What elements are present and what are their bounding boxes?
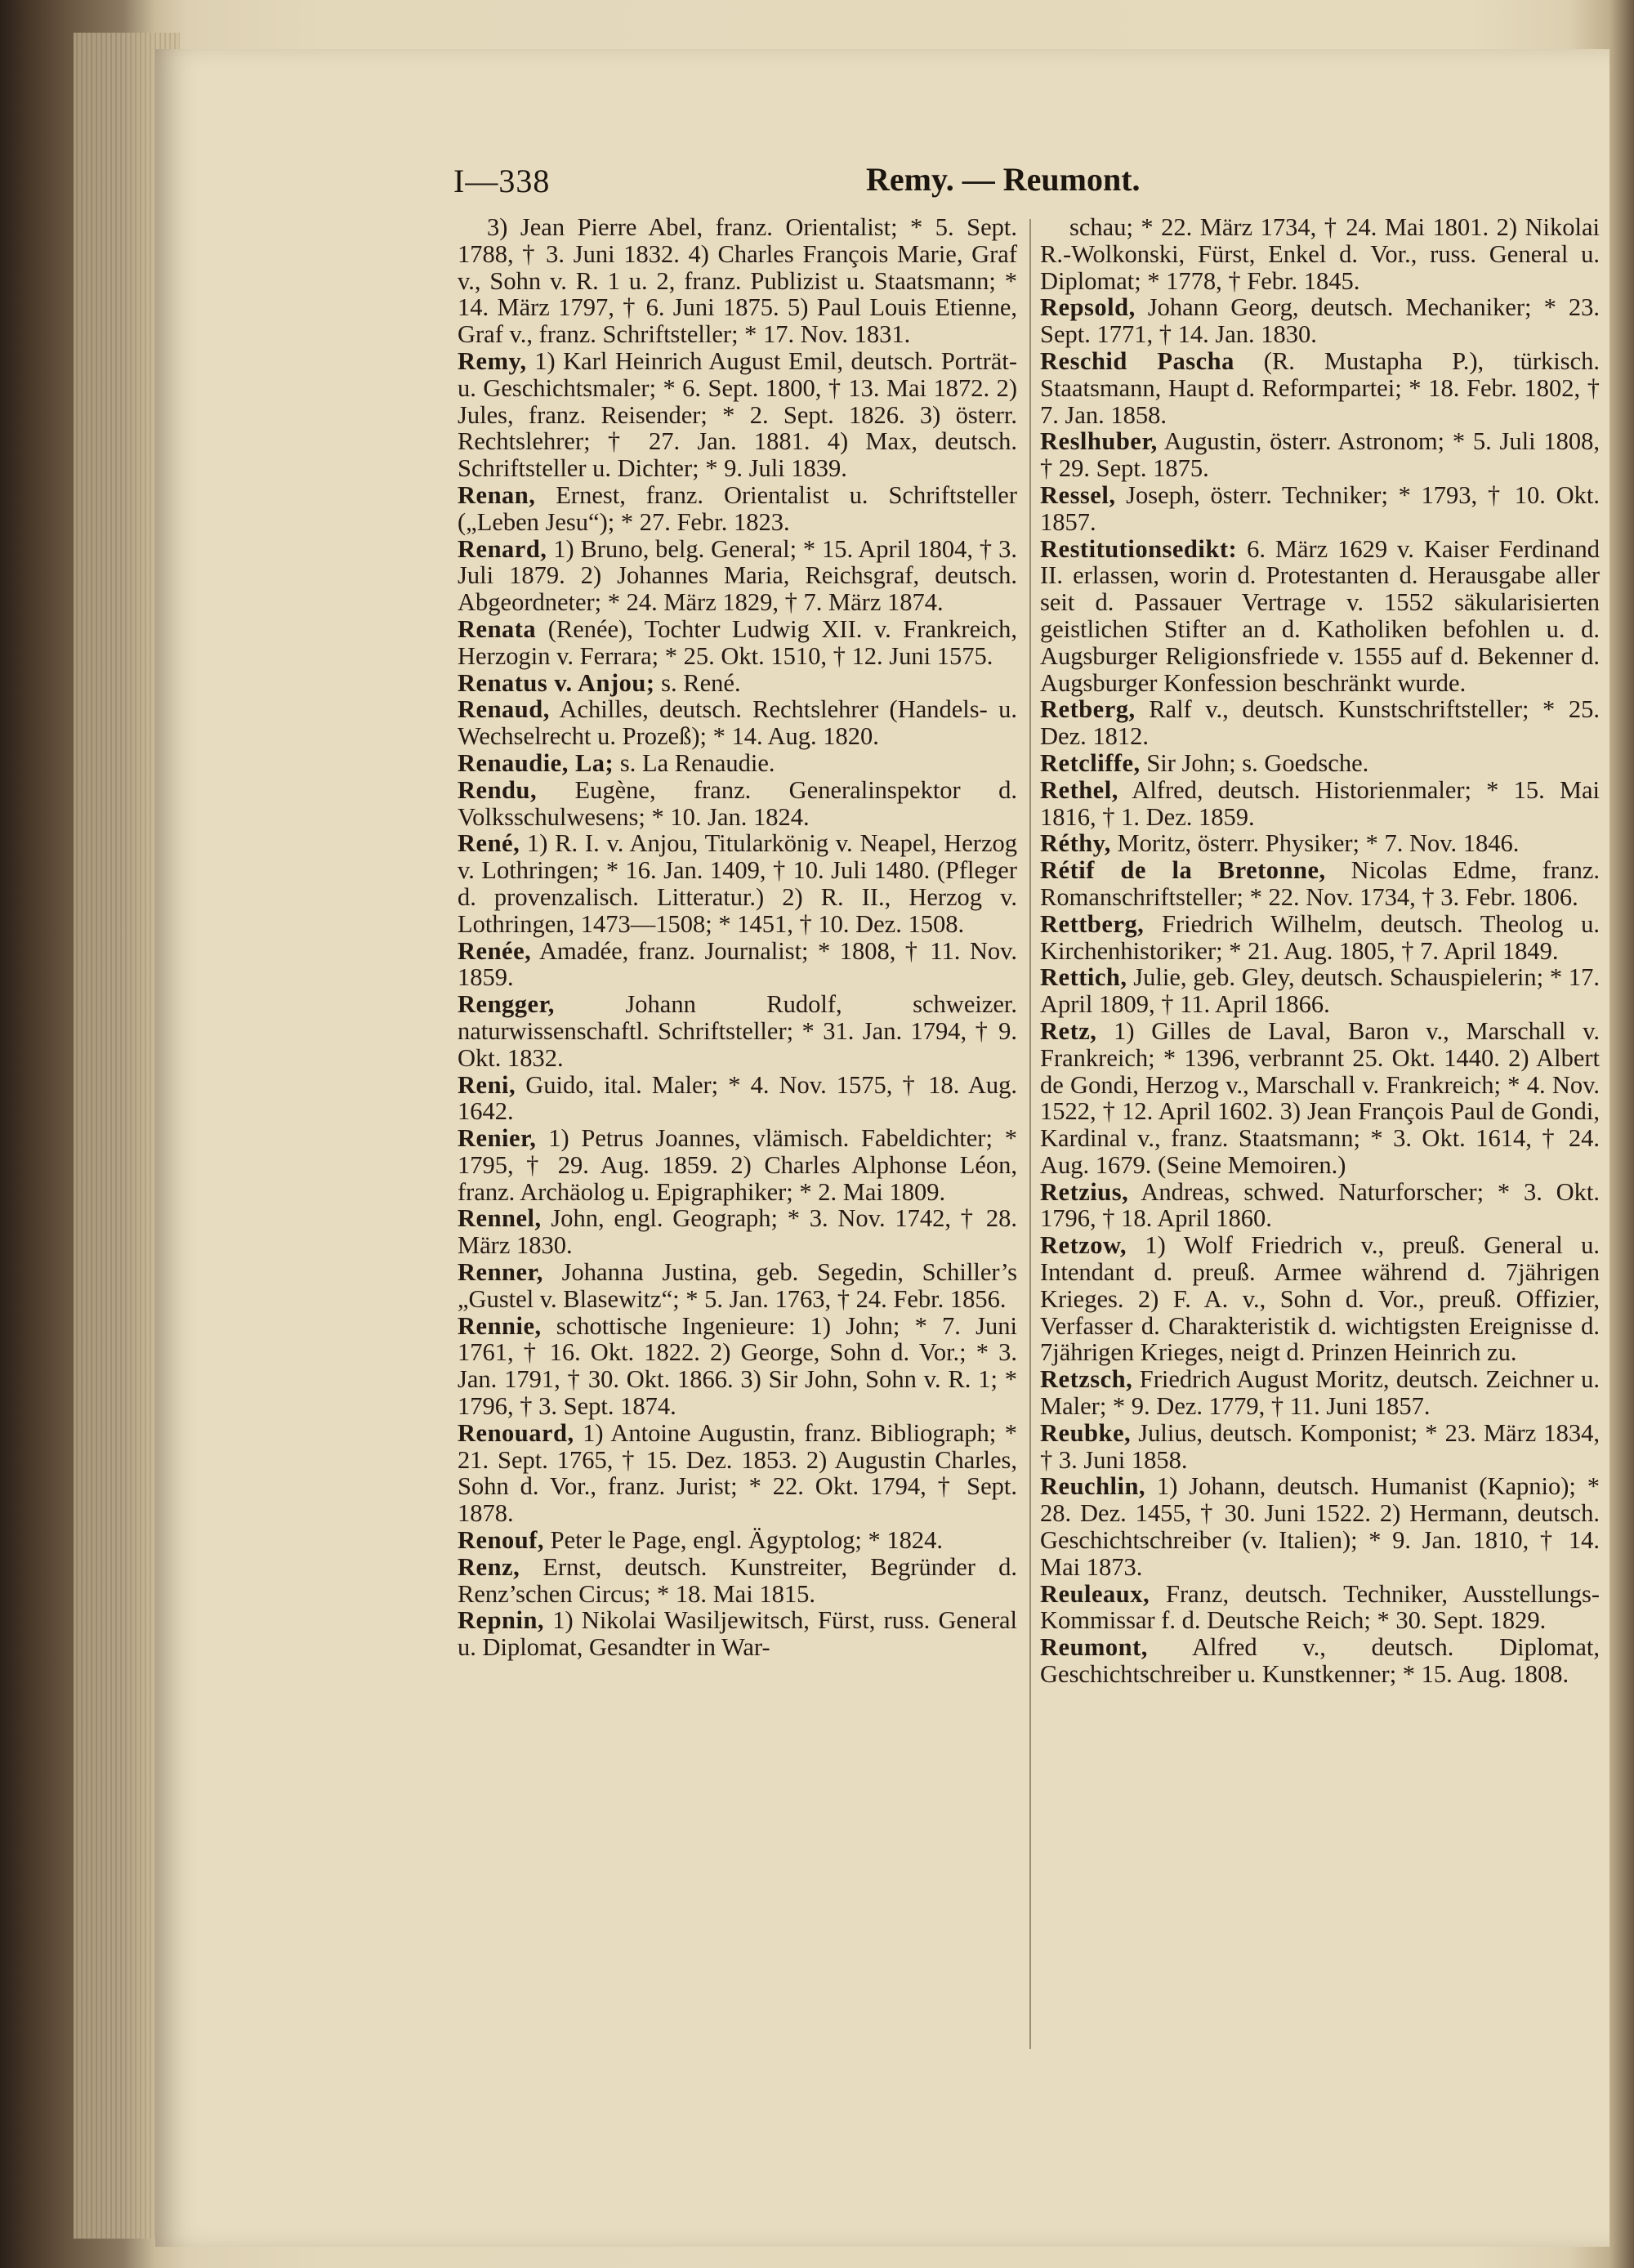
entry-text: Ernest, franz. Orientalist u. Schriftsteller („Leben Jesu“); * 27. Febr. 1823. bbox=[458, 480, 1017, 536]
entry-text: 1) Gilles de Laval, Baron v., Marschall v. Frankreich; * 1396, verbrannt 25. Okt. 1440. 2) Albert de Gondi, Herzog v., Marschall v. Frankreich; * 4. Nov. 1522, † 12. April 1602. 3) Jean François Paul de Gondi, Kardinal v., franz. Staatsmann; * 3. Okt. 1614, † 24. Aug. 1679. (Seine Memoiren.) bbox=[1040, 1016, 1600, 1179]
entry-text: Julie, geb. Gley, deutsch. Schauspielerin; * 17. April 1809, † 11. April 1866. bbox=[1040, 963, 1600, 1019]
entry-text: Alfred, deutsch. Historienmaler; * 15. Mai 1816, † 1. Dez. 1859. bbox=[1040, 775, 1600, 831]
entry-headword: Remy, bbox=[458, 346, 527, 375]
dictionary-entry bbox=[458, 1313, 1017, 1420]
entry-headword: Retz, bbox=[1040, 1016, 1097, 1045]
entry-headword: Rennie, bbox=[458, 1311, 542, 1340]
entry-headword: Reumont, bbox=[1040, 1633, 1148, 1662]
entry-headword: Rétif de la Bretonne, bbox=[1040, 856, 1326, 885]
dictionary-entry bbox=[458, 1205, 1017, 1259]
entry-text: Nicolas Edme, franz. Romanschriftsteller; * 22. Nov. 1734, † 3. Febr. 1806. bbox=[1040, 856, 1601, 911]
entry-text: 1) Karl Heinrich August Emil, deutsch. Porträt- u. Geschichtsmaler; * 6. Sept. 1800, † 13. Mai 1872. 2) Jules, franz. Reisender; * 2. Sept. 1826. 3) österr. Rechtslehrer; † 27. Jan. 1881. 4) Max, deutsch. Schriftsteller u. Dichter; * 9. Juli 1839. bbox=[458, 346, 1017, 483]
dictionary-entry bbox=[458, 696, 1017, 750]
dictionary-entry bbox=[1040, 1366, 1600, 1420]
dictionary-entry bbox=[1040, 857, 1600, 911]
entry-text: Franz, deutsch. Techniker, Ausstellungs-Kommissar f. d. Deutsche Reich; * 30. Sept. 1829. bbox=[1040, 1579, 1600, 1635]
dictionary-entry bbox=[458, 670, 1017, 697]
dictionary-entry bbox=[458, 750, 1017, 777]
dictionary-entry bbox=[1040, 777, 1600, 831]
dictionary-entry bbox=[1040, 1018, 1600, 1179]
entry-headword: Rengger, bbox=[458, 990, 555, 1019]
entry-headword: Renard, bbox=[458, 534, 547, 563]
dictionary-entry bbox=[1040, 1581, 1600, 1635]
entry-text: (R. Mustapha P.), türkisch. Staatsmann, Haupt d. Reformpartei; * 18. Febr. 1802, † 7. Jan. 1858. bbox=[1040, 346, 1600, 429]
entry-text: 1) Johann, deutsch. Humanist (Kapnio); * 28. Dez. 1455, † 30. Juni 1522. 2) Hermann, deutsch. Geschichtschreiber (v. Italien); * 9. Jan. 1810, † 14. Mai 1873. bbox=[1040, 1472, 1600, 1581]
dictionary-entry bbox=[458, 536, 1017, 616]
entry-text: 1) Antoine Augustin, franz. Bibliograph; * 21. Sept. 1765, † 15. Dez. 1853. 2) Augustin Charles, Sohn d. Vor., franz. Jurist; * 22. Okt. 1794, † Sept. 1878. bbox=[458, 1418, 1017, 1528]
entry-text: (Renée), Tochter Ludwig XII. v. Frankreich, Herzogin v. Ferrara; * 25. Okt. 1510, † 12. Juni 1575. bbox=[458, 614, 1017, 670]
dictionary-entry bbox=[1040, 1179, 1600, 1233]
entry-text: Augustin, österr. Astronom; * 5. Juli 1808, † 29. Sept. 1875. bbox=[1040, 427, 1600, 483]
entry-text: s. René. bbox=[654, 668, 741, 697]
entry-headword: Renata bbox=[458, 614, 537, 643]
entry-text: Ernst, deutsch. Kunstreiter, Begründer d. Renz’schen Circus; * 18. Mai 1815. bbox=[458, 1552, 1017, 1608]
entry-text: 6. März 1629 v. Kaiser Ferdinand II. erlassen, worin d. Protestanten d. Herausgabe aller seit d. Passauer Vertrage v. 1552 säkularisierten geistlichen Stifter an d. Katholiken befohlen u. d. Augsburger Religionsfriede v. 1555 auf d. Bekenner d. Augsburger Konfession beschränkt wurde. bbox=[1040, 534, 1600, 697]
entry-text: Johanna Justina, geb. Segedin, Schiller’s „Gustel v. Blasewitz“; * 5. Jan. 1763, † 24. Febr. 1856. bbox=[458, 1258, 1017, 1313]
entry-headword: Reschid Pascha bbox=[1040, 346, 1234, 375]
dictionary-entry bbox=[1040, 1232, 1600, 1366]
entry-headword: Réthy, bbox=[1040, 829, 1111, 858]
entry-headword: Rennel, bbox=[458, 1204, 542, 1233]
entry-headword: Renatus v. Anjou; bbox=[458, 668, 655, 697]
entry-text: Moritz, österr. Physiker; * 7. Nov. 1846. bbox=[1110, 829, 1520, 858]
entry-text: John, engl. Geograph; * 3. Nov. 1742, † 28. März 1830. bbox=[458, 1204, 1017, 1260]
entry-headword: Rendu, bbox=[458, 775, 538, 804]
dictionary-entry bbox=[1040, 1420, 1600, 1474]
dictionary-entry bbox=[458, 777, 1017, 831]
entry-text: 1) Petrus Joannes, vlämisch. Fabeldichter; * 1795, † 29. Aug. 1859. 2) Charles Alphonse Léon, franz. Archäolog u. Epigraphiker; * 2. Mai 1809. bbox=[458, 1124, 1017, 1206]
entry-headword: Reuleaux, bbox=[1040, 1579, 1150, 1608]
entry-text: 1) R. I. v. Anjou, Titularkönig v. Neapel, Herzog v. Lothringen; * 16. Jan. 1409, † 10. Juli 1480. (Pfleger d. provenzalisch. Litteratur.) 2) R. II., Herzog v. Lothringen, 1473—1508; * 1451, † 10. Dez. 1508. bbox=[458, 829, 1017, 938]
dictionary-entry bbox=[1040, 964, 1600, 1018]
entry-text: Peter le Page, engl. Ägyptolog; * 1824. bbox=[544, 1526, 943, 1555]
entry-text: Friedrich Wilhelm, deutsch. Theolog u. Kirchenhistoriker; * 21. Aug. 1805, † 7. April 1849. bbox=[1040, 909, 1600, 965]
entry-text: Guido, ital. Maler; * 4. Nov. 1575, † 18. Aug. 1642. bbox=[458, 1070, 1017, 1126]
dictionary-entry bbox=[458, 616, 1017, 670]
entry-text: 1) Wolf Friedrich v., preuß. General u. Intendant d. preuß. Armee während d. 7jährigen Krieges. 2) F. A. v., Sohn d. Vor., preuß. Offizier, Verfasser d. Charakteristik d. wichtigsten Ereignisse d. 7jährigen Krieges, neigt d. Prinzen Heinrich zu. bbox=[1040, 1231, 1600, 1367]
dictionary-entry bbox=[458, 1420, 1017, 1527]
entry-text: schau; * 22. März 1734, † 24. Mai 1801. 2) Nikolai R.-Wolkonski, Fürst, Enkel d. Vor., russ. General u. Diplomat; * 1778, † Febr. 1845. bbox=[1040, 213, 1600, 295]
dictionary-entry bbox=[458, 1554, 1017, 1608]
entry-headword: Renouard, bbox=[458, 1418, 574, 1447]
entry-text: Friedrich August Moritz, deutsch. Zeichner u. Maler; * 9. Dez. 1779, † 11. Juni 1857. bbox=[1040, 1365, 1600, 1421]
page-number: I—338 bbox=[453, 163, 551, 199]
dictionary-entry bbox=[1040, 348, 1600, 428]
entry-text: Johann Georg, deutsch. Mechaniker; * 23. Sept. 1771, † 14. Jan. 1830. bbox=[1040, 293, 1600, 349]
entry-text: Andreas, schwed. Naturforscher; * 3. Okt. 1796, † 18. April 1860. bbox=[1040, 1177, 1600, 1233]
dictionary-entry bbox=[1040, 536, 1600, 697]
dictionary-entry bbox=[1040, 482, 1600, 536]
entry-headword: Renan, bbox=[458, 480, 536, 509]
dictionary-entry bbox=[1040, 428, 1600, 482]
entry-headword: Rethel, bbox=[1040, 775, 1118, 804]
entry-headword: Renner, bbox=[458, 1258, 543, 1287]
dictionary-entry bbox=[1040, 911, 1600, 965]
entry-text: Johann Rudolf, schweizer. naturwissenschaftl. Schriftsteller; * 31. Jan. 1794, † 9. Okt. 1832. bbox=[458, 990, 1017, 1072]
dictionary-entry bbox=[458, 1125, 1017, 1205]
entry-headword: Renée, bbox=[458, 936, 532, 965]
entry-text: schottische Ingenieure: 1) John; * 7. Juni 1761, † 16. Okt. 1822. 2) George, Sohn d. Vor.; * 3. Jan. 1791, † 30. Okt. 1866. 3) Sir John, Sohn v. R. 1; * 1796, † 3. Sept. 1874. bbox=[458, 1311, 1017, 1421]
entry-headword: Retberg, bbox=[1040, 695, 1136, 724]
dictionary-entry bbox=[458, 1259, 1017, 1313]
entry-headword: Retzsch, bbox=[1040, 1365, 1133, 1394]
entry-text: 1) Nikolai Wasiljewitsch, Fürst, russ. General u. Diplomat, Gesandter in War- bbox=[458, 1606, 1017, 1662]
entry-headword: Reuchlin, bbox=[1040, 1472, 1146, 1501]
entry-headword: Repnin, bbox=[458, 1606, 545, 1635]
dictionary-entry bbox=[458, 1527, 1017, 1554]
entry-text: Eugène, franz. Generalinspektor d. Volksschulwesens; * 10. Jan. 1824. bbox=[458, 775, 1017, 831]
left-column bbox=[458, 214, 1017, 2069]
dictionary-entry bbox=[1040, 830, 1600, 857]
dictionary-entry bbox=[458, 1607, 1017, 1661]
entry-text: Alfred v., deutsch. Diplomat, Geschichtschreiber u. Kunstkenner; * 15. Aug. 1808. bbox=[1040, 1633, 1600, 1689]
dictionary-entry bbox=[1040, 1634, 1600, 1688]
entry-headword: Renouf, bbox=[458, 1526, 545, 1555]
running-head: Remy. — Reumont. bbox=[866, 161, 1141, 198]
entry-headword: Retzius, bbox=[1040, 1177, 1129, 1206]
entry-headword: Renaudie, La; bbox=[458, 748, 614, 777]
entry-text: Joseph, österr. Techniker; * 1793, † 10. Okt. 1857. bbox=[1040, 480, 1600, 536]
entry-headword: Restitutionsedikt: bbox=[1040, 534, 1238, 563]
entry-headword: Repsold, bbox=[1040, 293, 1136, 322]
entry-text: Achilles, deutsch. Rechtslehrer (Handels- u. Wechselrecht u. Prozeß); * 14. Aug. 1820. bbox=[458, 695, 1017, 751]
entry-headword: Retcliffe, bbox=[1040, 748, 1141, 777]
dictionary-entry bbox=[1040, 1473, 1600, 1580]
entry-headword: Rettich, bbox=[1040, 963, 1127, 992]
entry-headword: Renaud, bbox=[458, 695, 550, 724]
dictionary-entry bbox=[458, 348, 1017, 482]
dictionary-entry bbox=[1040, 750, 1600, 777]
dictionary-entry bbox=[458, 1072, 1017, 1126]
dictionary-entry bbox=[1040, 294, 1600, 348]
entry-headword: Retzow, bbox=[1040, 1231, 1127, 1260]
entry-text: 3) Jean Pierre Abel, franz. Orientalist; * 5. Sept. 1788, † 3. Juni 1832. 4) Charles François Marie, Graf v., Sohn v. R. 1 u. 2, franz. Publizist u. Staatsmann; * 14. März 1797, † 6. Juni 1875. 5) Paul Louis Etienne, Graf v., franz. Schriftsteller; * 17. Nov. 1831. bbox=[458, 213, 1017, 349]
dictionary-entry bbox=[458, 938, 1017, 992]
dictionary-entry bbox=[458, 214, 1017, 348]
entry-headword: Reni, bbox=[458, 1070, 516, 1099]
entry-headword: Rettberg, bbox=[1040, 909, 1145, 938]
entry-text: Ralf v., deutsch. Kunstschriftsteller; * 25. Dez. 1812. bbox=[1040, 695, 1600, 751]
right-column bbox=[1040, 214, 1600, 2069]
dictionary-entry bbox=[1040, 696, 1600, 750]
entry-text: Sir John; s. Goedsche. bbox=[1140, 748, 1369, 777]
dictionary-entry bbox=[458, 830, 1017, 937]
entry-headword: René, bbox=[458, 829, 520, 858]
entry-headword: Reslhuber, bbox=[1040, 427, 1158, 456]
entry-text: 1) Bruno, belg. General; * 15. April 1804, † 3. Juli 1879. 2) Johannes Maria, Reichsgraf, deutsch. Abgeordneter; * 24. März 1829, † 7. März 1874. bbox=[458, 534, 1017, 617]
entry-headword: Renier, bbox=[458, 1124, 537, 1153]
entry-text: Julius, deutsch. Komponist; * 23. März 1834, † 3. Juni 1858. bbox=[1040, 1418, 1600, 1474]
column-divider bbox=[1029, 219, 1031, 2049]
entry-headword: Renz, bbox=[458, 1552, 520, 1581]
dictionary-entry bbox=[1040, 214, 1600, 294]
dictionary-entry bbox=[458, 482, 1017, 536]
entry-text: s. La Renaudie. bbox=[614, 748, 775, 777]
entry-headword: Ressel, bbox=[1040, 480, 1116, 509]
entry-text: Amadée, franz. Journalist; * 1808, † 11. Nov. 1859. bbox=[458, 936, 1017, 992]
entry-headword: Reubke, bbox=[1040, 1418, 1132, 1447]
dictionary-entry bbox=[458, 991, 1017, 1071]
